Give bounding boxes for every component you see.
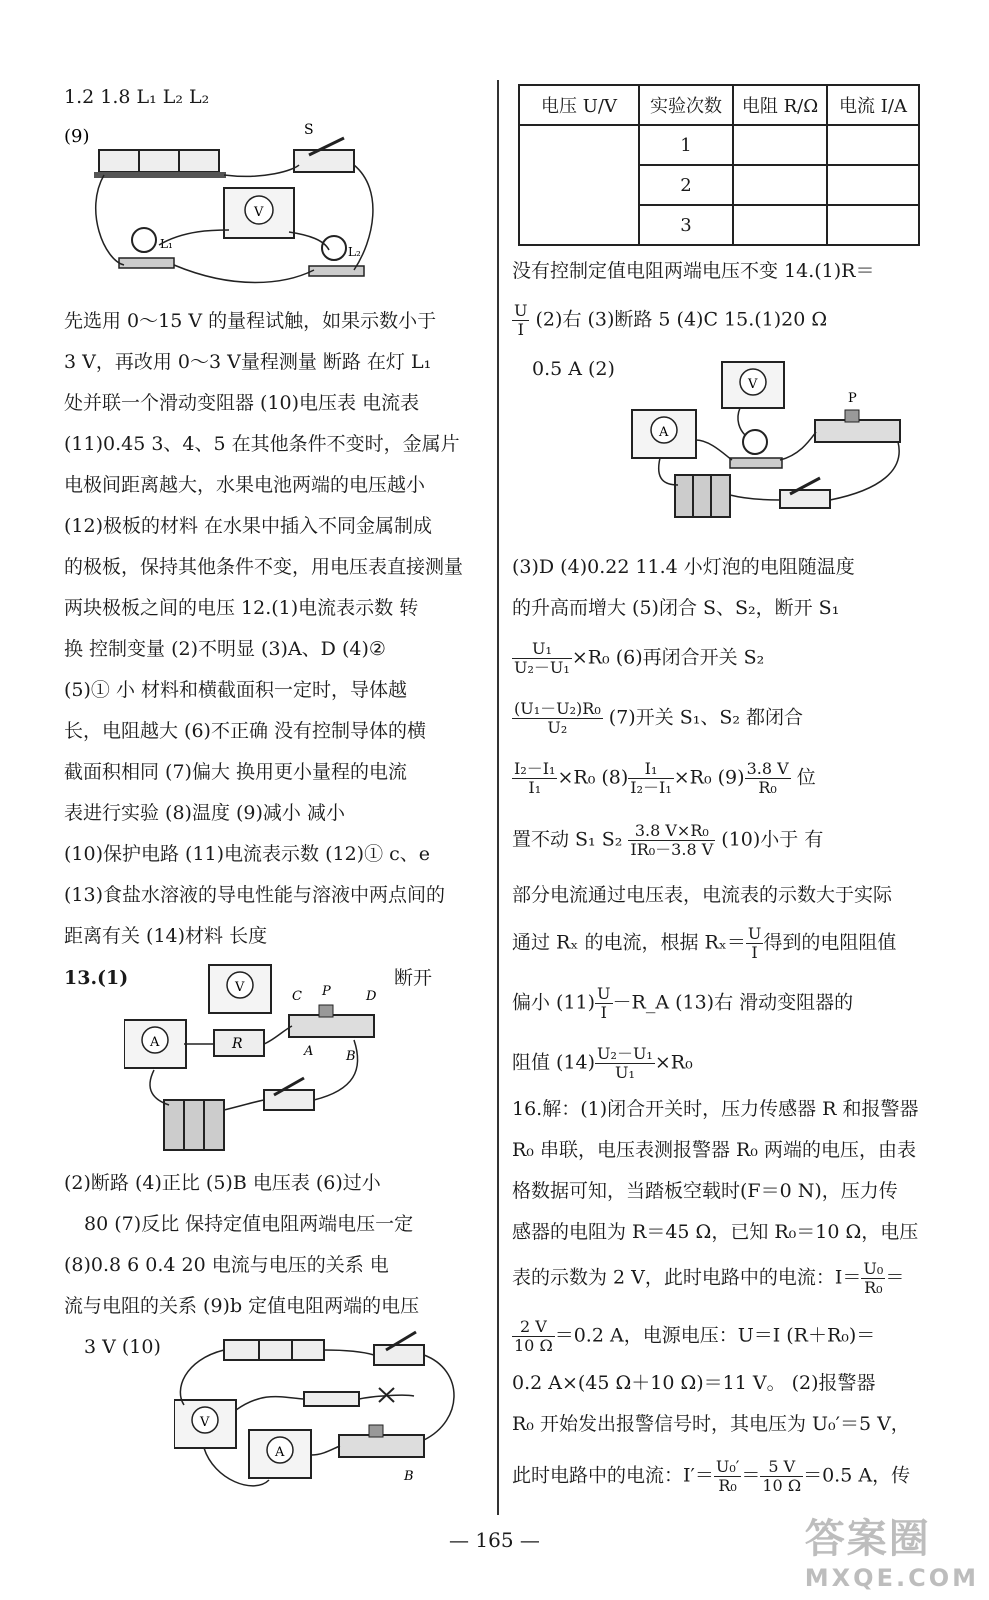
rheostat-icon <box>815 391 900 442</box>
switch-label: S <box>304 122 314 138</box>
voltmeter-icon <box>174 1400 236 1448</box>
data-table <box>518 84 920 246</box>
answer-line: 格数据可知，当踏板空载时(F＝0 N)，压力传 <box>512 1180 898 1202</box>
answer-line: 偏小 (11) $\frac{U}{I}$ －R_A (13)右 滑动变阻器的 <box>512 984 854 1022</box>
table-cell <box>827 125 919 165</box>
answer-line: 1.2 1.8 L₁ L₂ L₂ <box>64 86 210 108</box>
answer-line: 0.5 A (2) <box>532 358 615 380</box>
table-cell <box>733 125 827 165</box>
answer-line: R₀ 串联，电压表测报警器 R₀ 两端的电压，由表 <box>512 1139 916 1161</box>
battery-icon <box>224 1340 324 1360</box>
answer-line: 表进行实验 (8)温度 (9)减小 减小 <box>64 802 345 824</box>
switch-icon <box>294 122 354 172</box>
answer-line: 3 V，再改用 0～3 V量程测量 断路 在灯 L₁ <box>64 351 432 373</box>
answer-line: (3)D (4)0.22 11.4 小灯泡的电阻随温度 <box>512 556 855 578</box>
table-cell: 3 <box>639 205 733 245</box>
table-header-row <box>519 85 919 125</box>
answer-line: (8)0.8 6 0.4 20 电流与电压的关系 电 <box>64 1254 389 1276</box>
answer-line: 处并联一个滑动变阻器 (10)电压表 电流表 <box>64 392 420 414</box>
answer-line: 80 (7)反比 保持定值电阻两端电压一定 <box>84 1213 414 1235</box>
bulb-l1-label: L₁ <box>160 237 173 251</box>
answer-line: 的升高而增大 (5)闭合 S、S₂，断开 S₁ <box>512 597 840 619</box>
watermark-logo <box>805 1507 979 1592</box>
answer-line: (2)断路 (4)正比 (5)B 电压表 (6)过小 <box>64 1172 381 1194</box>
question-13-label: 13.(1) <box>64 967 129 989</box>
answer-line: 没有控制定值电阻两端电压不变 14.(1)R＝ <box>512 260 875 282</box>
voltmeter-label: V <box>254 205 264 220</box>
fig-label: (9) <box>64 126 90 147</box>
table-cell <box>733 205 827 245</box>
table-cell: 1 <box>639 125 733 165</box>
voltmeter-label: V <box>200 1415 210 1430</box>
circuit-figure-10 <box>174 1330 474 1510</box>
fraction: $\frac{U}{I}$ <box>597 984 611 1022</box>
fraction: $\frac{U}{I}$ <box>514 301 528 339</box>
table-cell: 2 <box>639 165 733 205</box>
rheostat-b-label: B <box>404 1469 414 1484</box>
voltmeter-label: V <box>748 377 758 392</box>
answer-line: 16.解：(1)闭合开关时，压力传感器 R 和报警器 <box>512 1098 919 1120</box>
answer-line: $\frac{2 V}{10 \Omega}$ ＝0.2 A，电源电压：U＝I (R＋R₀)＝ <box>514 1317 876 1355</box>
fraction: $\frac{U}{I}$ <box>747 924 762 962</box>
table-row <box>519 125 919 165</box>
watermark-url: MXQE.COM <box>804 1564 979 1592</box>
answer-line: 距离有关 (14)材料 长度 <box>64 925 268 947</box>
answer-line: 置不动 S₁ S₂ $\frac{\text{3.8 V×R₀}}{\text{IR₀－3.8 V}}$ (10)小于 有 <box>512 821 824 859</box>
switch-icon <box>780 478 830 508</box>
fraction: $\frac{3.8 V}{\text{R₀}}$ <box>746 759 789 797</box>
answer-line: 部分电流通过电压表，电流表的示数大于实际 <box>512 884 893 906</box>
answer-line: 断开 <box>394 967 433 989</box>
answer-line: 电极间距离越大，水果电池两端的电压越小 <box>64 474 426 496</box>
bulb-l2-icon <box>309 236 364 276</box>
table-cell <box>827 165 919 205</box>
fraction: $\frac{\text{I₁}}{\text{I₂－I₁}}$ <box>630 759 672 797</box>
rheostat-p-label: P <box>322 984 331 999</box>
ammeter-icon <box>632 410 696 458</box>
answer-line: 的极板，保持其他条件不变，用电压表直接测量 <box>64 556 464 578</box>
answer-line: $\frac{\text{I₂－I₁}}{\text{I₁}}$ ×R₀ (8) $\frac{\text{I₁}}{\text{I₂－I₁}}$ ×R₀ (9) $\frac{3.8 V}{\text{R₀}}$ 位 <box>514 759 816 797</box>
bulb-l1-icon <box>119 228 174 268</box>
table-header-cell: 电流 I/A <box>827 85 919 125</box>
answer-line: 流与电阻的关系 (9)b 定值电阻两端的电压 <box>64 1295 420 1317</box>
rheostat-a-label: A <box>304 1044 314 1059</box>
answer-line: 3 V (10) <box>84 1336 161 1358</box>
answer-line: $\frac{\text{(U₁－U₂)R₀}}{\text{U₂}}$ (7)开关 S₁、S₂ 都闭合 <box>514 699 804 737</box>
battery-icon <box>675 475 730 517</box>
watermark-text: 答案圈 <box>804 1516 931 1562</box>
resistor-icon <box>304 1392 359 1406</box>
answer-line: (11)0.45 3、4、5 在其他条件不变时，金属片 <box>64 433 460 455</box>
answer-line: 感器的电阻为 R＝45 Ω，已知 R₀＝10 Ω，电压 <box>512 1221 919 1243</box>
fraction: $\frac{\text{3.8 V×R₀}}{\text{IR₀－3.8 V}}$ <box>630 821 714 859</box>
answer-line: 表的示数为 2 V，此时电路中的电流：I＝ $\frac{\text{U₀}}{\text{R₀}}$ ＝ <box>512 1259 905 1297</box>
voltmeter-icon <box>224 188 294 238</box>
answer-line: (12)极板的材料 在水果中插入不同金属制成 <box>64 515 433 537</box>
ammeter-label: A <box>659 425 669 440</box>
rheostat-d-label: D <box>366 989 377 1004</box>
voltmeter-label: V <box>235 980 245 995</box>
fraction: $\frac{\text{U₀}}{\text{R₀}}$ <box>863 1259 884 1297</box>
answer-line: $\frac{U}{I}$ (2)右 (3)断路 5 (4)C 15.(1)20 Ω <box>514 301 828 339</box>
rheostat-b-label: B <box>346 1049 356 1064</box>
fraction: $\frac{\text{U₀′}}{\text{R₀}}$ <box>715 1457 740 1495</box>
fraction: $\frac{\text{(U₁－U₂)R₀}}{\text{U₂}}$ <box>514 699 601 737</box>
answer-line: (5)① 小 材料和横截面积一定时，导体越 <box>64 679 407 701</box>
fraction: $\frac{\text{U₁}}{\text{U₂－U₁}}$ <box>514 639 570 677</box>
column-divider <box>497 80 499 1515</box>
rheostat-icon <box>289 984 377 1064</box>
bulb-l2-label: L₂ <box>348 245 361 259</box>
resistor-label: R <box>232 1036 243 1052</box>
resistor-icon <box>214 1030 264 1056</box>
answer-line: 通过 Rₓ 的电流，根据 Rₓ＝ $\frac{U}{I}$ 得到的电阻阻值 <box>512 924 897 962</box>
circuit-figure-13 <box>124 960 424 1160</box>
fraction: $\frac{\text{I₂－I₁}}{\text{I₁}}$ <box>514 759 556 797</box>
answer-line: 换 控制变量 (2)不明显 (3)A、D (4)② <box>64 638 386 660</box>
rheostat-icon <box>339 1425 424 1484</box>
fraction: $\frac{2 V}{10 \Omega}$ <box>514 1317 553 1355</box>
table-header-cell: 电阻 R/Ω <box>733 85 827 125</box>
bulb-icon <box>730 430 782 468</box>
table-cell <box>519 125 639 245</box>
ammeter-icon <box>124 1020 186 1068</box>
voltmeter-icon <box>722 362 784 408</box>
switch-icon <box>374 1332 424 1365</box>
answer-line: (13)食盐水溶液的导电性能与溶液中两点间的 <box>64 884 446 906</box>
answer-line: 阻值 (14) $\frac{\text{U₂－U₁}}{\text{U₁}}$ ×R₀ <box>512 1044 693 1082</box>
answer-line: 截面积相同 (7)偏大 换用更小量程的电流 <box>64 761 407 783</box>
answer-line: (10)保护电路 (11)电流表示数 (12)① c、e <box>64 843 431 865</box>
table-header-cell: 实验次数 <box>639 85 733 125</box>
fraction: $\frac{\text{U₂－U₁}}{\text{U₁}}$ <box>597 1044 653 1082</box>
rheostat-p-label: P <box>848 391 857 406</box>
circuit-figure-15 <box>630 360 910 520</box>
answer-line: 0.2 A×(45 Ω＋10 Ω)＝11 V。 (2)报警器 <box>512 1372 876 1394</box>
table-header-cell: 电压 U/V <box>519 85 639 125</box>
ammeter-label: A <box>275 1445 285 1460</box>
voltmeter-icon <box>209 965 271 1013</box>
fraction: $\frac{5 V}{10 \Omega}$ <box>762 1457 802 1495</box>
ammeter-label: A <box>150 1035 160 1050</box>
battery-icon <box>164 1100 224 1150</box>
page-number: — 165 — <box>449 1528 540 1552</box>
ammeter-icon <box>249 1430 311 1478</box>
answer-line: R₀ 开始发出报警信号时，其电压为 U₀′＝5 V， <box>512 1413 910 1435</box>
table-cell <box>827 205 919 245</box>
switch-icon <box>264 1078 314 1110</box>
answer-line: $\frac{\text{U₁}}{\text{U₂－U₁}}$ ×R₀ (6)再闭合开关 S₂ <box>514 639 765 677</box>
answer-line: 两块极板之间的电压 12.(1)电流表示数 转 <box>64 597 419 619</box>
rheostat-c-label: C <box>292 989 302 1004</box>
answer-line: 先选用 0～15 V 的量程试触，如果示数小于 <box>64 310 437 332</box>
circuit-figure-9 <box>64 120 384 290</box>
answer-line: 长，电阻越大 (6)不正确 没有控制导体的横 <box>64 720 426 742</box>
table-cell <box>733 165 827 205</box>
answer-line: 此时电路中的电流：I′＝ $\frac{\text{U₀′}}{\text{R₀}}$ ＝ $\frac{5 V}{10 \Omega}$ ＝0.5 A，传 <box>512 1457 911 1495</box>
battery-icon <box>94 150 226 178</box>
